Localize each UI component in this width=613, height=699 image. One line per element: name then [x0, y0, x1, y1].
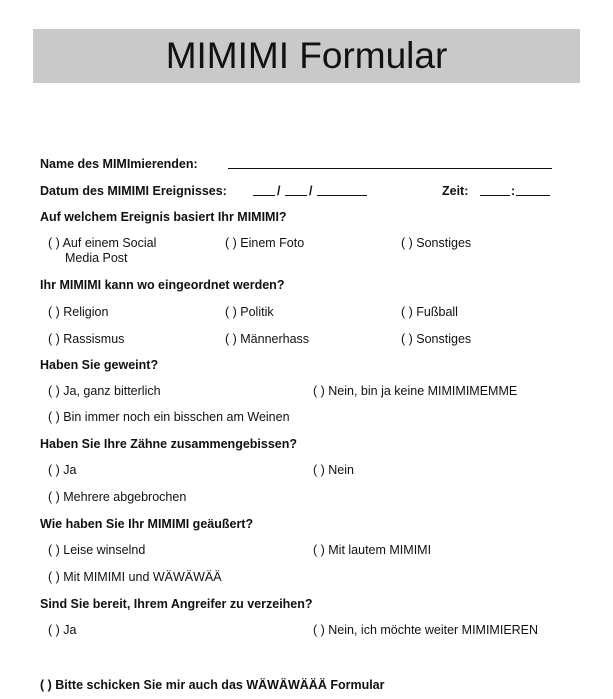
option-noch-weinen[interactable]: ( ) Bin immer noch ein bisschen am Weinen: [48, 410, 290, 424]
date-label: Datum des MIMIMI Ereignisses:: [40, 184, 227, 198]
option-nein-memme[interactable]: ( ) Nein, bin ja keine MIMIMIMEMME: [313, 384, 518, 398]
time-label: Zeit:: [442, 184, 469, 198]
option-nein[interactable]: ( ) Nein: [313, 463, 354, 477]
option-ja[interactable]: ( ) Ja: [48, 463, 77, 477]
date-day-field[interactable]: [253, 195, 275, 196]
option-foto[interactable]: ( ) Einem Foto: [225, 236, 305, 250]
footer-request-option[interactable]: ( ) Bitte schicken Sie mir auch das WÄWÄWÄÄÄ Formular: [40, 678, 385, 692]
option-social-media-cont: Media Post: [65, 251, 128, 265]
option-maennerhass[interactable]: ( ) Männerhass: [225, 332, 310, 346]
date-year-field[interactable]: [317, 195, 367, 196]
question-teeth: Haben Sie Ihre Zähne zusammengebissen?: [40, 437, 298, 451]
option-sonstiges[interactable]: ( ) Sonstiges: [401, 332, 472, 346]
option-politik[interactable]: ( ) Politik: [225, 305, 274, 319]
option-sonstiges[interactable]: ( ) Sonstiges: [401, 236, 472, 250]
option-rassismus[interactable]: ( ) Rassismus: [48, 332, 125, 346]
date-separator: /: [277, 184, 281, 198]
time-hour-field[interactable]: [480, 195, 510, 196]
option-fussball[interactable]: ( ) Fußball: [401, 305, 458, 319]
title-banner: [33, 29, 580, 83]
option-religion[interactable]: ( ) Religion: [48, 305, 109, 319]
question-cried: Haben Sie geweint?: [40, 358, 159, 372]
option-laut[interactable]: ( ) Mit lautem MIMIMI: [313, 543, 432, 557]
name-field[interactable]: [228, 168, 552, 169]
option-leise[interactable]: ( ) Leise winselnd: [48, 543, 146, 557]
name-label: Name des MIMImierenden:: [40, 157, 198, 171]
time-separator: :: [511, 184, 516, 198]
date-separator: /: [309, 184, 313, 198]
page-title: MIMIMI Formular: [165, 35, 448, 76]
time-minute-field[interactable]: [516, 195, 550, 196]
option-waewaewaeae[interactable]: ( ) Mit MIMIMI und WÄWÄWÄÄ: [48, 570, 222, 584]
option-abgebrochen[interactable]: ( ) Mehrere abgebrochen: [48, 490, 187, 504]
date-month-field[interactable]: [285, 195, 307, 196]
question-forgive: Sind Sie bereit, Ihrem Angreifer zu verzeihen?: [40, 597, 313, 611]
option-ja[interactable]: ( ) Ja: [48, 623, 77, 637]
option-nein-weiter[interactable]: ( ) Nein, ich möchte weiter MIMIMIEREN: [313, 623, 539, 637]
option-ja-bitterlich[interactable]: ( ) Ja, ganz bitterlich: [48, 384, 161, 398]
question-expressed: Wie haben Sie Ihr MIMIMI geäußert?: [40, 517, 254, 531]
option-social-media[interactable]: ( ) Auf einem Social: [48, 236, 157, 250]
question-category: Ihr MIMIMI kann wo eingeordnet werden?: [40, 278, 285, 292]
question-event-source: Auf welchem Ereignis basiert Ihr MIMIMI?: [40, 210, 287, 224]
